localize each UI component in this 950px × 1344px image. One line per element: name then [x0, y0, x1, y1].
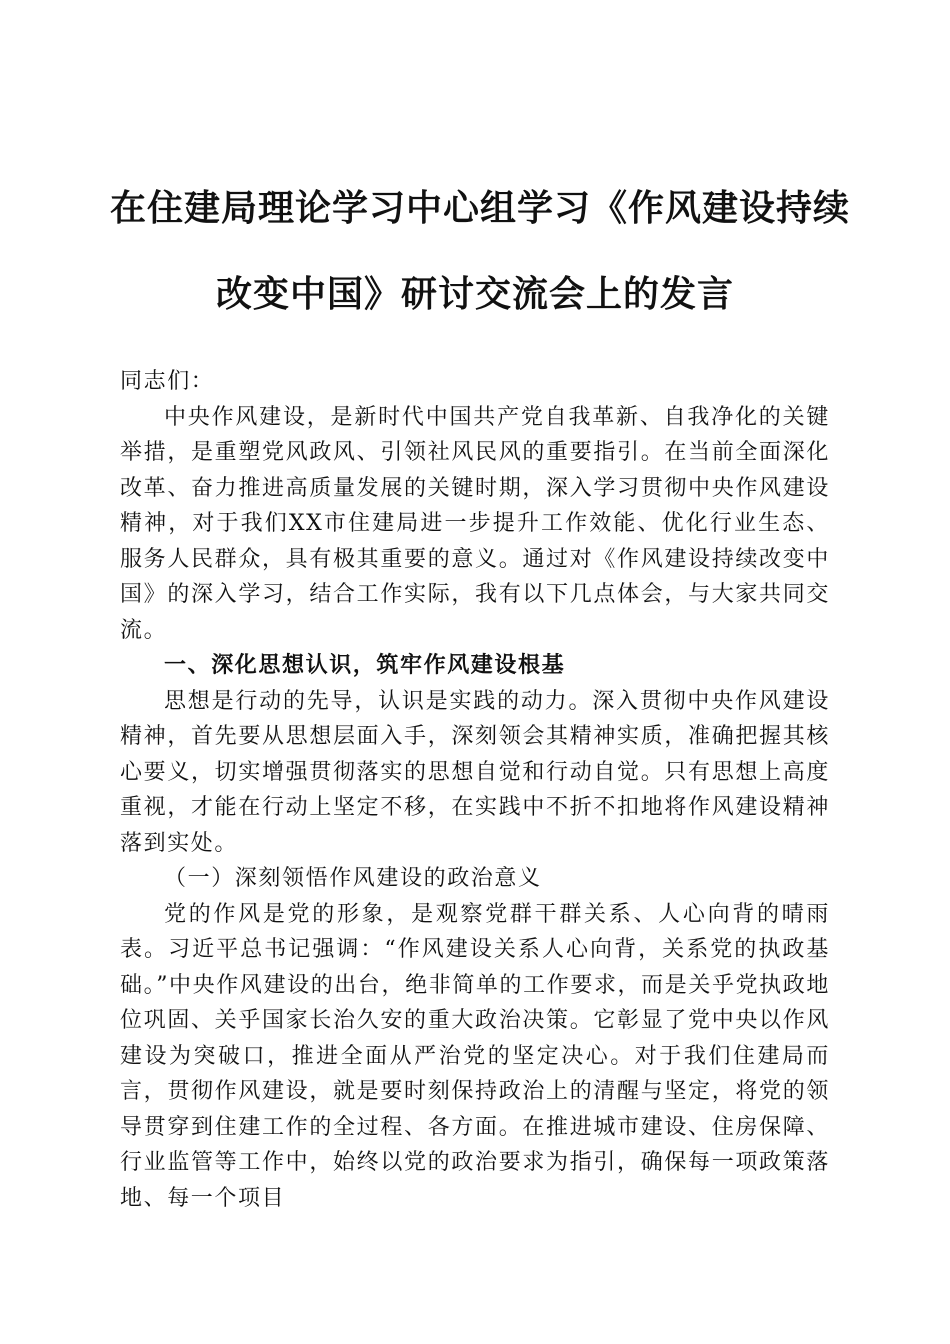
document-title [110, 166, 851, 338]
document-body [120, 364, 830, 1216]
intro-paragraph: 中央作风建设，是新时代中国共产党自我革新、自我净化的关键举措，是重塑党风政风、引领社风民风的重要指引。在当前全面深化改革、奋力推进高质量发展的关键时期，深入学习贯彻中央作风建设精神，对于我们XX市住建局进一步提升工作效能、优化行业生态、服务人民群众，具有极其重要的意义。通过对《作风建设持续改变中国》的深入学习，结合工作实际，我有以下几点体会，与大家共同交流。 [120, 404, 830, 643]
title-line-1: 在住建局理论学习中心组学习《作风建设持续 [110, 188, 851, 229]
subsection-heading-1: （一）深刻领悟作风建设的政治意义 [164, 866, 542, 891]
subsection-1-paragraph: 党的作风是党的形象，是观察党群干群关系、人心向背的晴雨表。习近平总书记强调：“作风建设关系人心向背，关系党的执政基础。”中央作风建设的出台，绝非简单的工作要求，而是关乎党执政地位巩固、关乎国家长治久安的重大政治决策。它彰显了党中央以作风建设为突破口，推进全面从严治党的坚定决心。对于我们住建局而言，贯彻作风建设，就是要时刻保持政治上的清醒与坚定，将党的领导贯穿到住建工作的全过程、各方面。在推进城市建设、住房保障、行业监管等工作中，始终以党的政治要求为指引，确保每一项政策落地、每一个项目 [120, 901, 830, 1211]
section-1-paragraph: 思想是行动的先导，认识是实践的动力。深入贯彻中央作风建设精神，首先要从思想层面入手，深刻领会其精神实质，准确把握其核心要义，切实增强贯彻落实的思想自觉和行动自觉。只有思想上高度重视，才能在行动上坚定不移，在实践中不折不扣地将作风建设精神落到实处。 [120, 688, 830, 856]
title-line-2: 改变中国》研讨交流会上的发言 [215, 274, 734, 315]
salutation: 同志们： [120, 369, 215, 394]
section-heading-1: 一、深化思想认识，筑牢作风建设根基 [164, 653, 566, 678]
